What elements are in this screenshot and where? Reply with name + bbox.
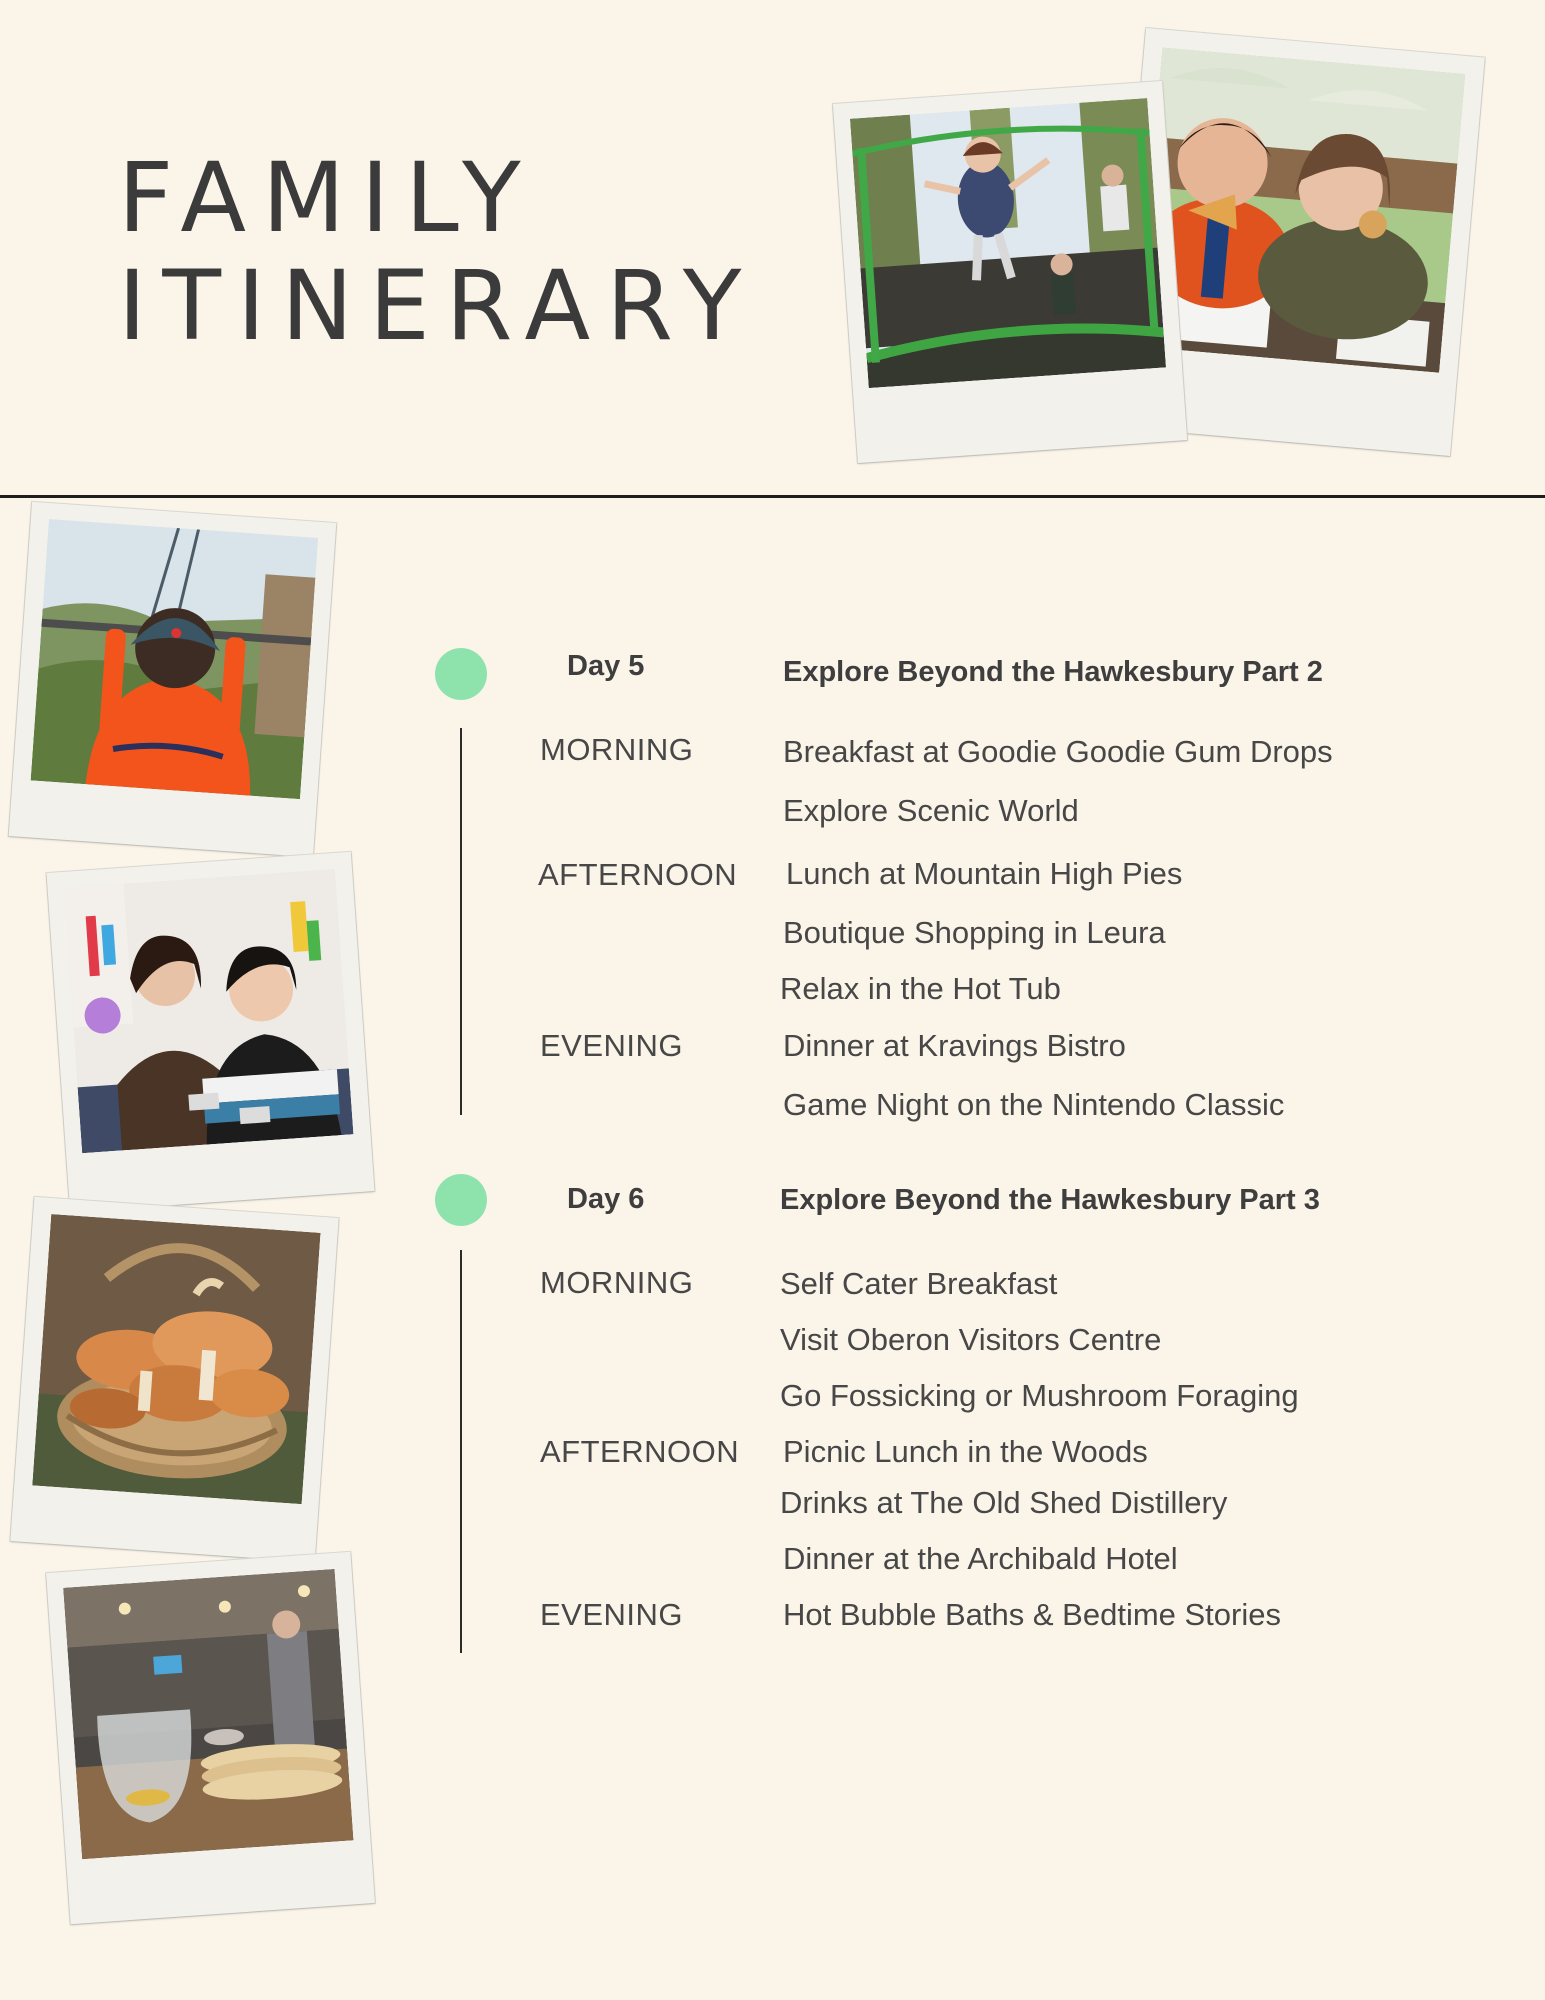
day5-activity: Game Night on the Nintendo Classic <box>783 1087 1285 1122</box>
day6-period-evening: EVENING <box>540 1597 684 1632</box>
photo-boy-cable-car <box>31 519 319 799</box>
day5-timeline-dot <box>435 648 487 700</box>
day6-title: Explore Beyond the Hawkesbury Part 3 <box>780 1184 1320 1216</box>
day5-activity: Boutique Shopping in Leura <box>783 915 1166 950</box>
day6-label: Day 6 <box>567 1183 645 1215</box>
day5-activity: Dinner at Kravings Bistro <box>783 1028 1126 1063</box>
day6-activity: Dinner at the Archibald Hotel <box>783 1541 1178 1576</box>
title-line-1: FAMILY <box>118 142 537 254</box>
day6-timeline-dot <box>435 1174 487 1226</box>
photo-trampoline <box>850 98 1166 388</box>
title-line-2: ITINERARY <box>118 250 758 362</box>
photo-kids-eating-pizza <box>1136 47 1465 372</box>
day6-activity: Picnic Lunch in the Woods <box>783 1434 1148 1469</box>
day5-activity: Breakfast at Goodie Goodie Gum Drops <box>783 734 1333 769</box>
photo-mushroom-basket <box>32 1214 320 1504</box>
header-divider <box>0 495 1545 498</box>
day6-activity: Drinks at The Old Shed Distillery <box>780 1485 1228 1520</box>
polaroid-cable-car <box>9 502 337 857</box>
day5-activity: Lunch at Mountain High Pies <box>786 856 1183 891</box>
day6-activity: Go Fossicking or Mushroom Foraging <box>780 1378 1299 1413</box>
day5-period-afternoon: AFTERNOON <box>538 857 738 892</box>
polaroid-distillery <box>46 1552 375 1924</box>
day6-activity: Visit Oberon Visitors Centre <box>780 1322 1162 1357</box>
day5-period-evening: EVENING <box>540 1028 684 1063</box>
polaroid-trampoline <box>833 81 1187 463</box>
day5-activity: Explore Scenic World <box>783 793 1079 828</box>
day5-title: Explore Beyond the Hawkesbury Part 2 <box>783 656 1323 688</box>
day6-activity: Self Cater Breakfast <box>780 1266 1058 1301</box>
day5-period-morning: MORNING <box>540 732 694 767</box>
day6-timeline-line <box>460 1250 462 1653</box>
photo-distillery-drinks <box>63 1569 353 1859</box>
day6-activity: Hot Bubble Baths & Bedtime Stories <box>783 1597 1281 1632</box>
day6-period-afternoon: AFTERNOON <box>540 1434 740 1469</box>
day5-timeline-line <box>460 728 462 1115</box>
day5-activity: Relax in the Hot Tub <box>780 971 1061 1006</box>
polaroid-gaming <box>47 852 375 1212</box>
polaroid-mushrooms <box>10 1197 338 1562</box>
day6-period-morning: MORNING <box>540 1265 694 1300</box>
day5-label: Day 5 <box>567 650 645 682</box>
photo-mother-son-gaming <box>64 869 354 1153</box>
